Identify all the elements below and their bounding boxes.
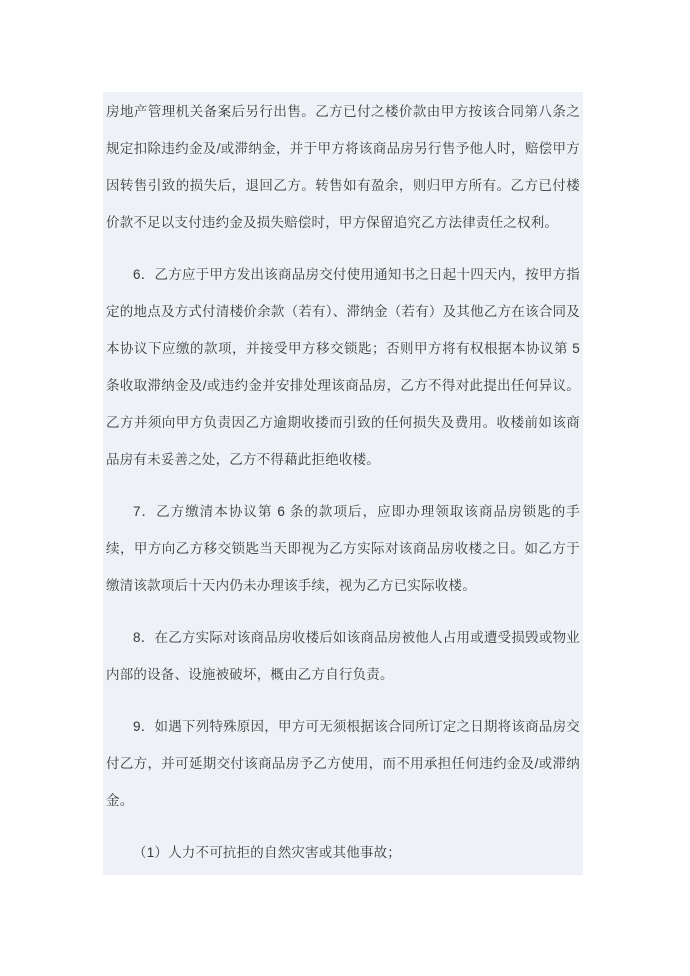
document-page <box>103 92 583 875</box>
contract-continuation-paragraph: 房地产管理机关备案后另行出售。乙方已付之楼价款由甲方按该合同第八条之规定扣除违约金及/或滞纳金，并于甲方将该商品房另行售予他人时，赔偿甲方因转售引致的损失后，退回乙方。转售如有盈余，则归甲方所有。乙方已付楼价款不足以支付违约金及损失赔偿时，甲方保留追究乙方法律责任之权利。 <box>106 104 580 230</box>
clause-9-paragraph: 9．如遇下列特殊原因，甲方可无须根据该合同所订定之日期将该商品房交付乙方，并可延期交付该商品房予乙方使用，而不用承担任何违约金及/或滞纳金。 <box>106 719 580 808</box>
clause-8-paragraph: 8．在乙方实际对该商品房收楼后如该商品房被他人占用或遭受损毁或物业内部的设备、设施被破坏，概由乙方自行负责。 <box>106 630 580 682</box>
clause-9-item-1: （1）人力不可抗拒的自然灾害或其他事故； <box>133 845 402 860</box>
clause-7-paragraph: 7．乙方缴清本协议第 6 条的款项后，应即办理领取该商品房锁匙的手续，甲方向乙方移交锁匙当天即视为乙方实际对该商品房收楼之日。如乙方于缴清该款项后十天内仍未办理该手续，视为乙方已实际收楼。 <box>106 504 580 593</box>
clause-6-paragraph: 6．乙方应于甲方发出该商品房交付使用通知书之日起十四天内，按甲方指定的地点及方式付清楼价余款（若有）、滞纳金（若有）及其他乙方在该合同及本协议下应缴的款项，并接受甲方移交锁匙；否则甲方将有权根据本协议第 5 条收取滞纳金及/或违约金并安排处理该商品房，乙方不得对此提出任何异议。乙方并须向甲方负责因乙方逾期收搂而引致的任何损失及费用。收楼前如该商品房有未妥善之处，乙方不得藉此拒绝收楼。 <box>106 267 580 467</box>
